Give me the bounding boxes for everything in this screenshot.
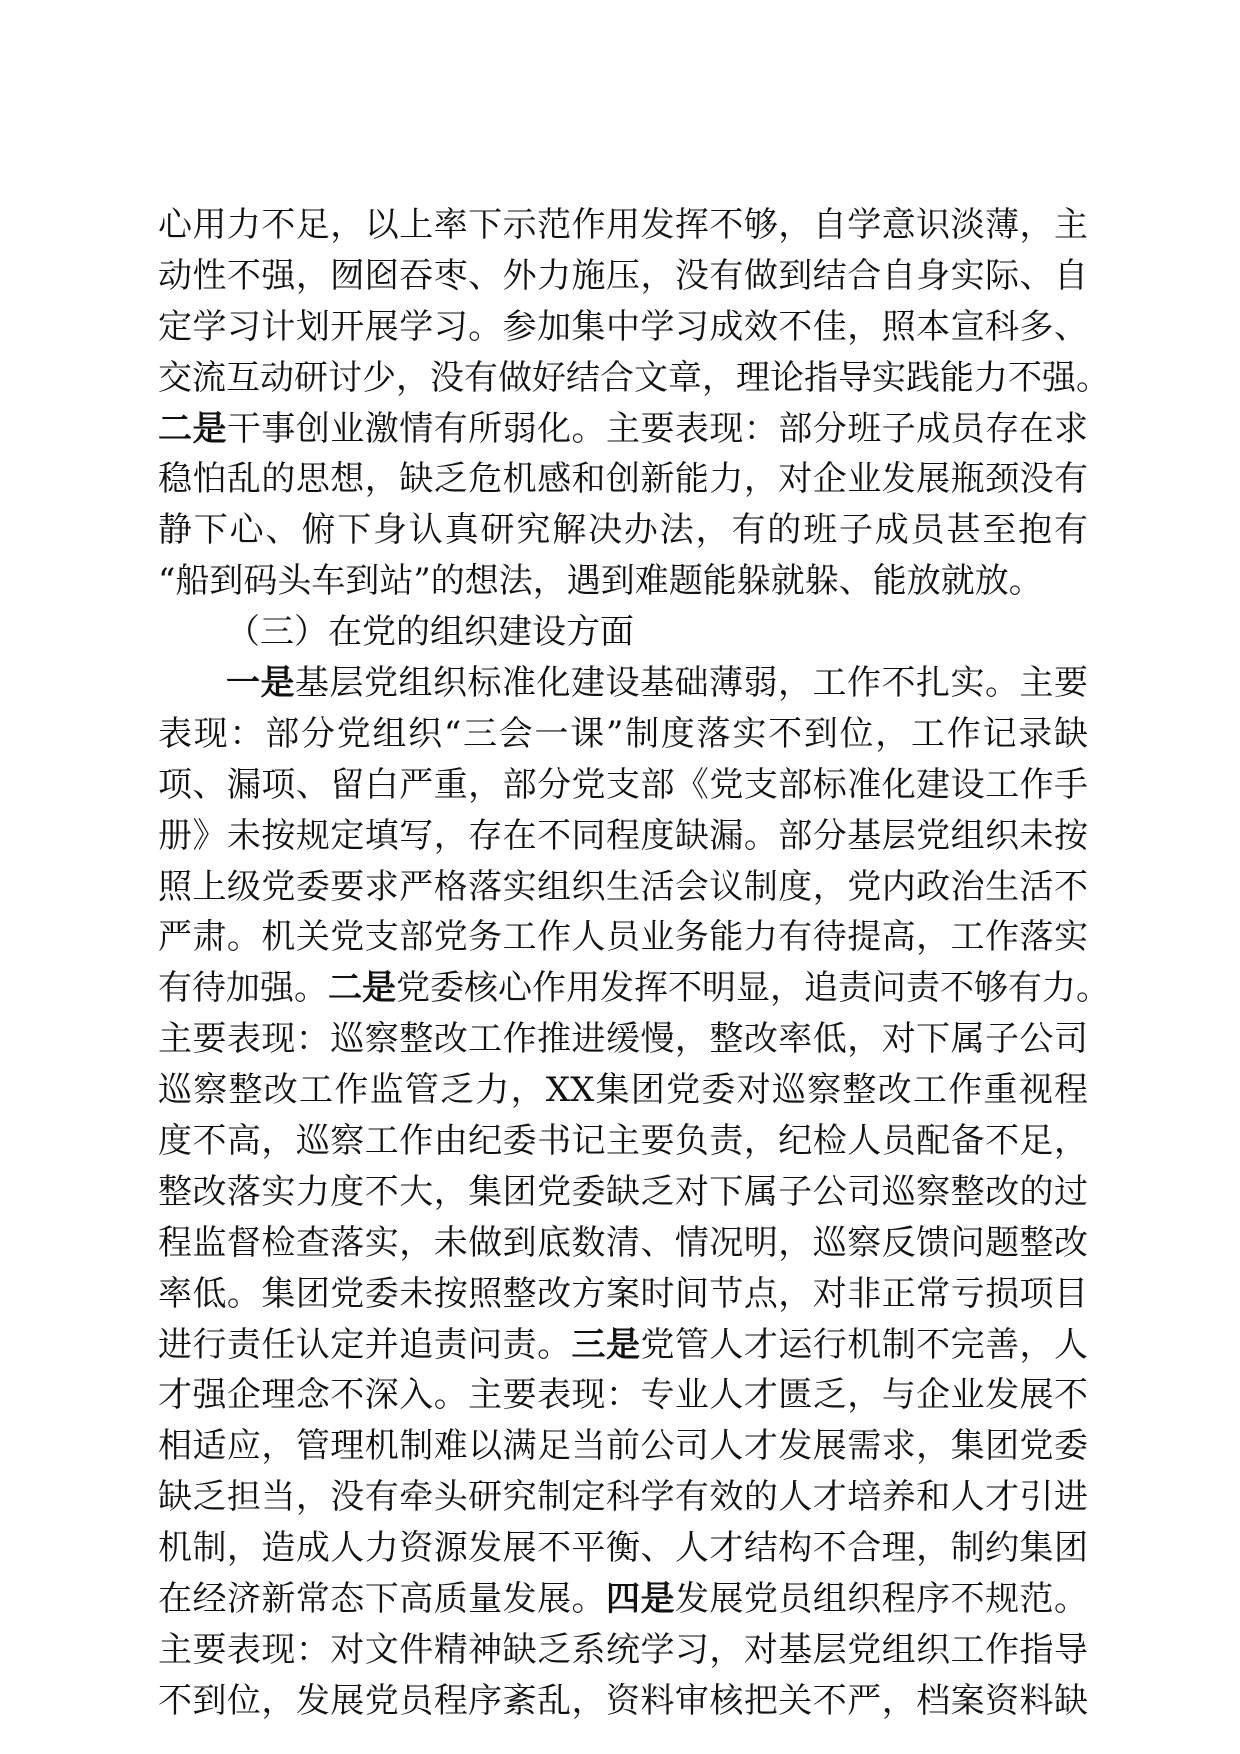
bold-lead: 二是 bbox=[328, 968, 396, 1009]
text-line: 进行责任认定并追责问责。三是党管人才运行机制不完善，人 bbox=[158, 1324, 1089, 1365]
text-line: 相适应，管理机制难以满足当前公司人才发展需求，集团党委 bbox=[158, 1426, 1088, 1467]
text-line: 缺乏担当，没有牵头研究制定科学有效的人才培养和人才引进 bbox=[158, 1477, 1088, 1518]
text-line: 整改落实力度不大，集团党委缺乏对下属子公司巡察整改的过 bbox=[158, 1171, 1088, 1212]
text-line: 稳怕乱的思想，缺乏危机感和创新能力，对企业发展瓶颈没有 bbox=[158, 459, 1088, 500]
text-line: 程监督检查落实，未做到底数清、情况明，巡察反馈问题整改 bbox=[158, 1222, 1088, 1263]
text-line: 表现：部分党组织“三会一课”制度落实不到位，工作记录缺 bbox=[158, 713, 1088, 754]
text-line: 在经济新常态下高质量发展。四是发展党员组织程序不规范。 bbox=[158, 1579, 1089, 1620]
bold-lead: 三是 bbox=[571, 1324, 641, 1365]
text-line: 严肃。机关党支部党务工作人员业务能力有待提高，工作落实 bbox=[158, 917, 1088, 958]
text-line: 巡察整改工作监管乏力，XX集团党委对巡察整改工作重视程 bbox=[158, 1070, 1088, 1111]
text-line: 度不高，巡察工作由纪委书记主要负责，纪检人员配备不足， bbox=[158, 1121, 1088, 1162]
text-line: 册》未按规定填写，存在不同程度缺漏。部分基层党组织未按 bbox=[158, 815, 1088, 856]
text-line: 有待加强。二是党委核心作用发挥不明显，追责问责不够有力。 bbox=[158, 968, 1110, 1009]
text-line: 才强企理念不深入。主要表现：专业人才匮乏，与企业发展不 bbox=[158, 1375, 1088, 1416]
text-line: 静下心、俯下身认真研究解决办法，有的班子成员甚至抱有 bbox=[158, 510, 1088, 551]
text-line: 定学习计划开展学习。参加集中学习成效不佳，照本宣科多、 bbox=[158, 306, 1088, 347]
text-line: 动性不强，囫囵吞枣、外力施压，没有做到结合自身实际、自 bbox=[158, 255, 1088, 296]
section-heading: （三）在党的组织建设方面 bbox=[226, 612, 634, 653]
text-line: 主要表现：巡察整改工作推进缓慢，整改率低，对下属子公司 bbox=[158, 1019, 1088, 1060]
text-line: 率低。集团党委未按照整改方案时间节点，对非正常亏损项目 bbox=[158, 1273, 1088, 1314]
bold-lead: 一是 bbox=[226, 663, 295, 704]
body-text bbox=[158, 200, 1110, 1727]
text-line: 主要表现：对文件精神缺乏系统学习，对基层党组织工作指导 bbox=[158, 1629, 1088, 1670]
bold-lead: 四是 bbox=[606, 1579, 675, 1620]
text-line: 二是干事创业激情有所弱化。主要表现：部分班子成员存在求 bbox=[158, 408, 1089, 449]
text-line: 心用力不足，以上率下示范作用发挥不够，自学意识淡薄，主 bbox=[158, 205, 1088, 245]
bold-lead: 二是 bbox=[158, 408, 227, 449]
text-line: “船到码头车到站”的想法，遇到难题能躲就躲、能放就放。 bbox=[158, 561, 1043, 602]
text-line: 交流互动研讨少，没有做好结合文章，理论指导实践能力不强。 bbox=[158, 357, 1110, 398]
text-line: 项、漏项、留白严重，部分党支部《党支部标准化建设工作手 bbox=[158, 764, 1088, 805]
text-line: 照上级党委要求严格落实组织生活会议制度，党内政治生活不 bbox=[158, 866, 1088, 907]
text-line: 不到位，发展党员程序紊乱，资料审核把关不严，档案资料缺 bbox=[158, 1680, 1088, 1721]
text-line: 机制，造成人力资源发展不平衡、人才结构不合理，制约集团 bbox=[158, 1528, 1088, 1569]
text-line: 一是基层党组织标准化建设基础薄弱，工作不扎实。主要 bbox=[226, 663, 1088, 704]
